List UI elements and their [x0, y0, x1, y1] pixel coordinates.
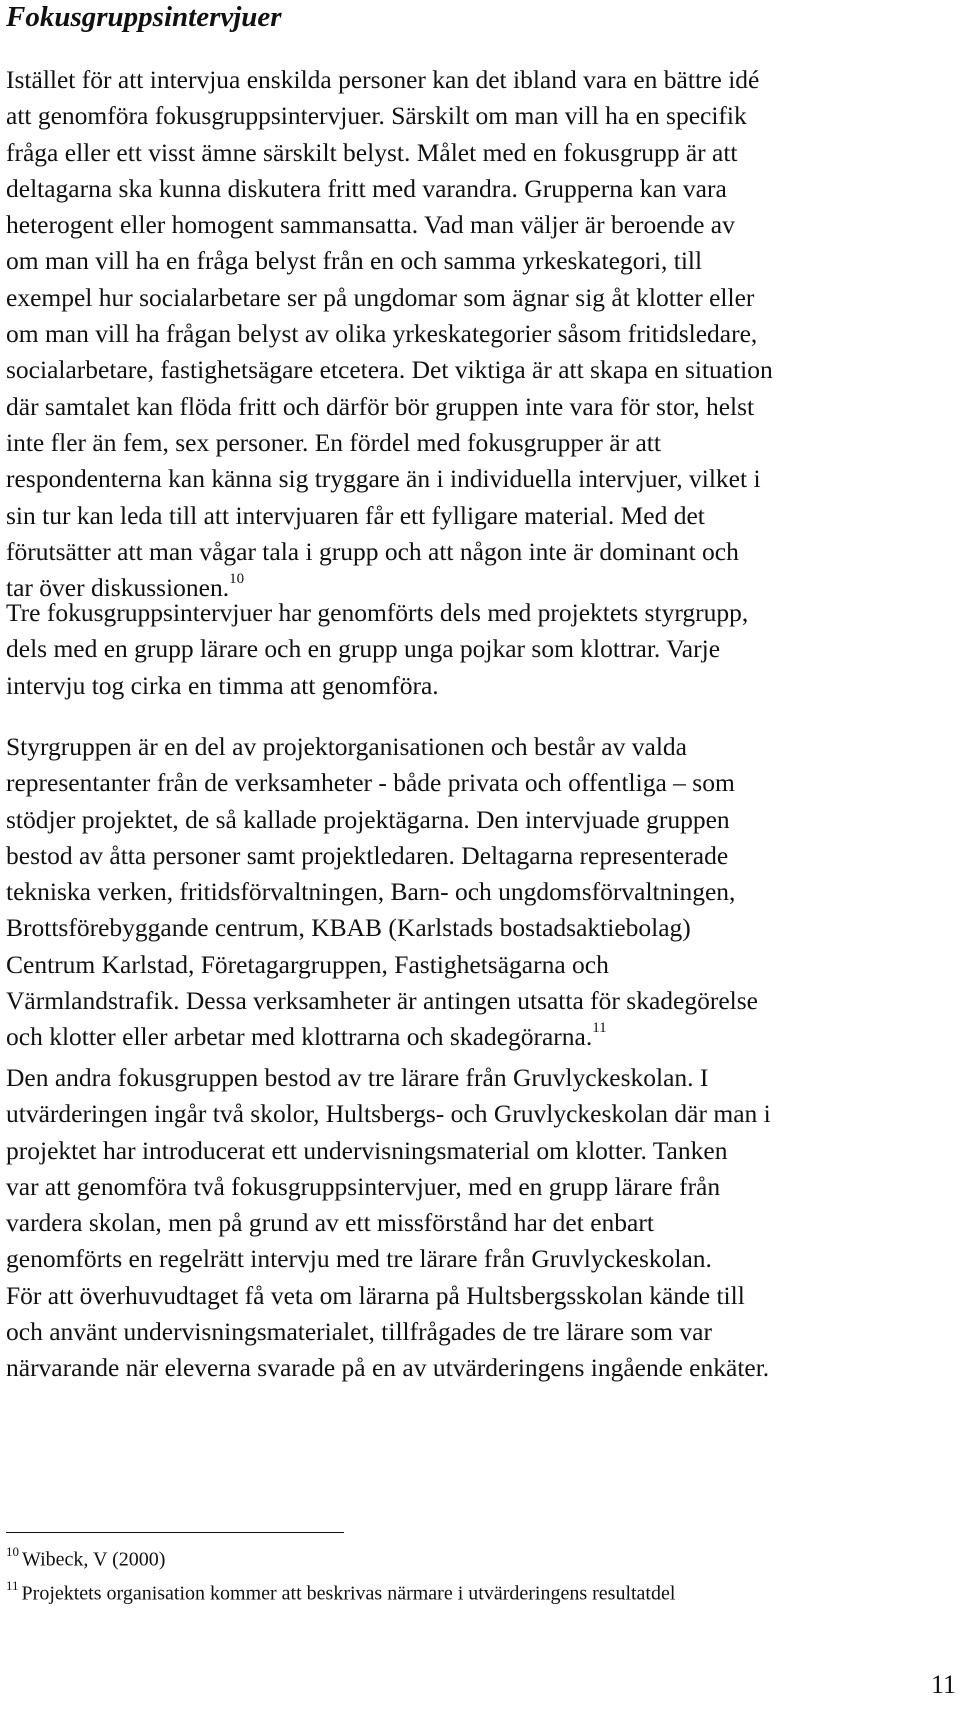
text-line — [6, 62, 954, 98]
text-line — [6, 389, 954, 425]
line-text: representanter från de verksamheter - både privata och offentliga – som — [6, 768, 735, 798]
text-line — [6, 802, 954, 838]
line-text: närvarande när eleverna svarade på en av utvärderingens ingående enkäter. — [6, 1353, 770, 1383]
text-line — [6, 1019, 954, 1055]
text-line — [6, 631, 954, 667]
text-line — [6, 171, 954, 207]
line-text: stödjer projektet, de så kallade projektägarna. Den intervjuade gruppen — [6, 804, 730, 834]
section-heading: Fokusgruppsintervjuer — [6, 1, 282, 33]
text-line — [6, 461, 954, 497]
text-line — [6, 135, 954, 171]
text-line — [6, 765, 954, 801]
line-text: exempel hur socialarbetare ser på ungdomar som ägnar sig åt klotter eller — [6, 282, 755, 312]
footnote-reference: 10 — [229, 570, 245, 587]
text-line — [6, 1133, 954, 1169]
footnote-separator — [6, 1532, 344, 1533]
text-line — [6, 1314, 954, 1350]
paragraph-1 — [6, 62, 954, 606]
line-text: Den andra fokusgruppen bestod av tre lärare från Gruvlyckeskolan. I — [6, 1063, 709, 1092]
text-line — [6, 534, 954, 570]
page-number: 11 — [930, 1670, 956, 1699]
footnote-text: Wibeck, V (2000) — [22, 1548, 166, 1571]
line-text: om man vill ha frågan belyst av olika yrkeskategorier såsom fritidsledare, — [6, 319, 758, 349]
paragraph-4 — [6, 1060, 954, 1387]
line-text: Brottsförebyggande centrum, KBAB (Karlstads bostadsaktiebolag) — [6, 913, 691, 943]
paragraph-3 — [6, 729, 954, 1056]
line-text: respondenterna kan känna sig tryggare än i individuella intervjuer, vilket i — [6, 464, 761, 494]
line-text: vardera skolan, men på grund av ett missförstånd har det enbart — [6, 1208, 654, 1238]
text-line — [6, 1278, 954, 1314]
text-line — [6, 668, 954, 704]
text-line — [6, 207, 954, 243]
text-line — [6, 316, 954, 352]
line-text: och klotter eller arbetar med klottrarna och skadegörarna. — [6, 1022, 593, 1052]
line-text: Styrgruppen är en del av projektorganisationen och består av valda — [6, 732, 687, 761]
paragraph-2 — [6, 595, 954, 704]
line-text: om man vill ha en fråga belyst från en och samma yrkeskategori, till — [6, 246, 703, 276]
text-line — [6, 983, 954, 1019]
footnotes — [6, 1540, 954, 1607]
line-text: var att genomföra två fokusgruppsintervjuer, med en grupp lärare från — [6, 1171, 721, 1201]
text-line — [6, 947, 954, 983]
line-text: Tre fokusgruppsintervjuer har genomförts dels med projektets styrgrupp, — [6, 598, 749, 627]
text-line — [6, 280, 954, 316]
line-text: intervju tog cirka en timma att genomföra. — [6, 670, 439, 700]
line-text: tekniska verken, fritidsförvaltningen, Barn- och ungdomsförvaltningen, — [6, 877, 736, 907]
line-text: För att överhuvudtaget få veta om lärarna på Hultsbergsskolan kände till — [6, 1280, 745, 1310]
line-text: heterogent eller homogent sammansatta. Vad man väljer är beroende av — [6, 210, 735, 240]
line-text: Värmlandstrafik. Dessa verksamheter är antingen utsatta för skadegörelse — [6, 986, 758, 1016]
text-line — [6, 910, 954, 946]
text-line — [6, 729, 954, 765]
text-line — [6, 1350, 954, 1386]
line-text: förutsätter att man vågar tala i grupp och att någon inte är dominant och — [6, 536, 739, 566]
text-line — [6, 243, 954, 279]
footnote-11 — [6, 1574, 954, 1608]
text-line — [6, 98, 954, 134]
line-text: Centrum Karlstad, Företagargruppen, Fastighetsägarna och — [6, 949, 609, 979]
text-line — [6, 1169, 954, 1205]
line-text: bestod av åtta personer samt projektledaren. Deltagarna representerade — [6, 840, 729, 870]
line-text: inte fler än fem, sex personer. En fördel med fokusgrupper är att — [6, 427, 661, 457]
line-text: projektet har introducerat ett undervisningsmaterial om klotter. Tanken — [6, 1135, 728, 1165]
text-line — [6, 595, 954, 631]
text-line — [6, 1241, 954, 1277]
line-text: fråga eller ett visst ämne särskilt belyst. Målet med en fokusgrupp är att — [6, 137, 738, 167]
line-text: sin tur kan leda till att intervjuaren får ett fylligare material. Med det — [6, 500, 705, 530]
text-line — [6, 1205, 954, 1241]
line-text: socialarbetare, fastighetsägare etcetera. Det viktiga är att skapa en situation — [6, 355, 773, 385]
footnote-text: Projektets organisation kommer att beskrivas närmare i utvärderingens resultatdel — [21, 1582, 676, 1605]
text-line — [6, 352, 954, 388]
line-text: deltagarna ska kunna diskutera fritt med varandra. Grupperna kan vara — [6, 173, 727, 203]
footnote-number: 10 — [6, 1544, 19, 1559]
footnote-10 — [6, 1540, 954, 1574]
line-text: genomförts en regelrätt intervju med tre lärare från Gruvlyckeskolan. — [6, 1244, 712, 1274]
line-text: Istället för att intervjua enskilda personer kan det ibland vara en bättre idé — [6, 65, 760, 94]
line-text: där samtalet kan flöda fritt och därför bör gruppen inte vara för stor, helst — [6, 391, 755, 421]
text-line — [6, 1096, 954, 1132]
text-line — [6, 838, 954, 874]
text-line — [6, 1060, 954, 1096]
text-line — [6, 498, 954, 534]
line-text: utvärderingen ingår två skolor, Hultsbergs- och Gruvlyckeskolan där man i — [6, 1099, 771, 1129]
footnote-reference: 11 — [592, 1019, 607, 1036]
footnote-number: 11 — [6, 1577, 19, 1593]
text-line — [6, 874, 954, 910]
line-text: och använt undervisningsmaterialet, tillfrågades de tre lärare som var — [6, 1317, 712, 1347]
line-text: dels med en grupp lärare och en grupp unga pojkar som klottrar. Varje — [6, 634, 721, 664]
line-text: tar över diskussionen. — [6, 573, 230, 603]
text-line — [6, 425, 954, 461]
line-text: att genomföra fokusgruppsintervjuer. Särskilt om man vill ha en specifik — [6, 101, 747, 131]
